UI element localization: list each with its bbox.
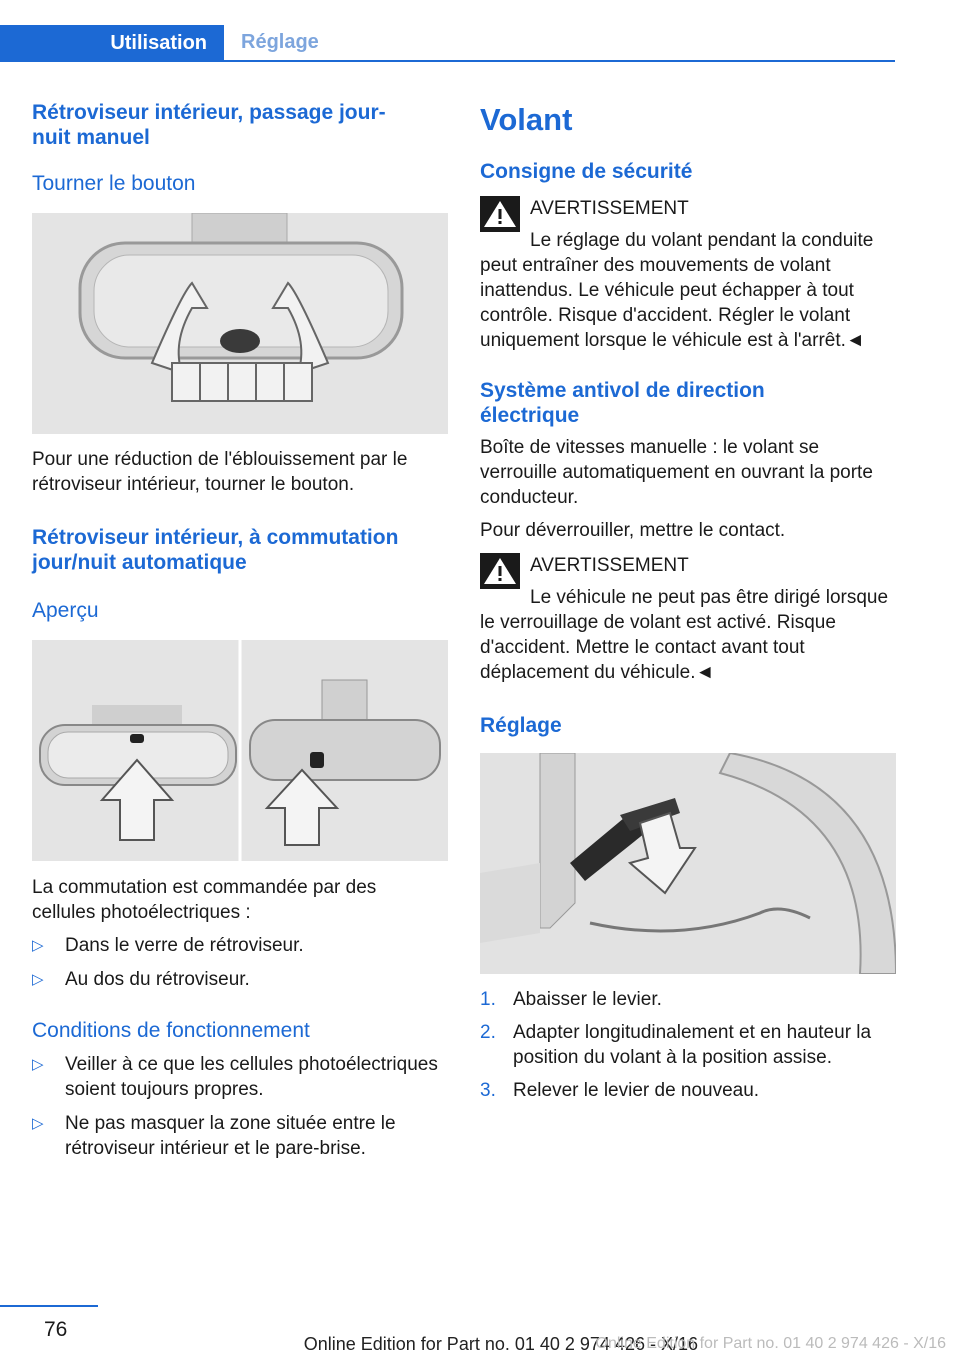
section-subtitle-overview: Aperçu bbox=[32, 599, 99, 622]
list-item: 2. Adapter longitudinalement et en hauteur la position du volant à la position assise. bbox=[480, 1022, 872, 1068]
list-item: ▷ Veiller à ce que les cellules photoélectriques soient toujours propres. bbox=[32, 1054, 438, 1100]
section-title-steering-lock: Système antivol de direction électrique bbox=[480, 379, 765, 427]
step-number: 2. bbox=[480, 1022, 496, 1043]
list-item: ▷ Dans le verre de rétroviseur. bbox=[32, 935, 304, 956]
adjustment-steps bbox=[480, 987, 896, 1103]
bullet-triangle-icon: ▷ bbox=[32, 1115, 44, 1132]
left-column bbox=[32, 100, 448, 1161]
chapter-header bbox=[0, 25, 895, 62]
manual-mirror-text: Pour une réduction de l'éblouissement par le rétroviseur intérieur, tourner le bouton. bbox=[32, 449, 408, 495]
auto-mirror-illustration bbox=[32, 640, 448, 861]
section-title-auto-mirror: Rétroviseur intérieur, à commutation jour/nuit automatique bbox=[32, 526, 399, 574]
section-title-safety: Consigne de sécurité bbox=[480, 160, 693, 183]
warning-text: Le réglage du volant pendant la conduite peut entraîner des mouvements de volant inattendus. Le véhicule peut échapper à tout contrôle. Risque d'accident. Régler le volant uniquement lorsque le véhicule est à l'arrêt.◄ bbox=[480, 230, 874, 351]
warning-text: Le véhicule ne peut pas être dirigé lorsque le verrouillage de volant est activé. Risque d'accident. Mettre le contact avant tout déplacement du véhicule.◄ bbox=[480, 587, 889, 683]
warning-block-2 bbox=[480, 553, 896, 685]
section-title-steering-wheel: Volant bbox=[480, 102, 573, 137]
step-number: 1. bbox=[480, 989, 496, 1010]
list-item: ▷ Au dos du rétroviseur. bbox=[32, 969, 250, 990]
watermark: Online Edition for Part no. 01 40 2 974 426 - X/16 bbox=[595, 1335, 946, 1352]
list-item: ▷ Ne pas masquer la zone située entre le rétroviseur intérieur et le pare-brise. bbox=[32, 1113, 396, 1159]
right-column bbox=[480, 100, 896, 1103]
section-title-adjustment: Réglage bbox=[480, 714, 562, 737]
step-number: 3. bbox=[480, 1080, 496, 1101]
page-number: 76 bbox=[44, 1318, 68, 1341]
photocell-list bbox=[32, 933, 448, 992]
warning-triangle-icon bbox=[480, 196, 520, 232]
tab-utilisation[interactable]: Utilisation bbox=[0, 25, 224, 62]
section-subtitle-turn-knob: Tourner le bouton bbox=[32, 172, 196, 195]
steering-lever-illustration bbox=[480, 753, 896, 974]
warning-title: AVERTISSEMENT bbox=[530, 555, 689, 576]
tab-reglage[interactable]: Réglage bbox=[241, 31, 319, 53]
steering-lock-text: Boîte de vitesses manuelle : le volant se verrouille automatiquement en ouvrant la porte conducteur. bbox=[480, 437, 873, 508]
footer-rule bbox=[0, 1305, 98, 1307]
photocell-text: La commutation est commandée par des cellules photoélectriques : bbox=[32, 877, 377, 923]
warning-triangle-icon bbox=[480, 553, 520, 589]
conditions-list bbox=[32, 1052, 448, 1161]
section-subtitle-conditions: Conditions de fonctionnement bbox=[32, 1019, 310, 1042]
bullet-triangle-icon: ▷ bbox=[32, 971, 44, 988]
header-rule bbox=[0, 60, 895, 62]
list-item: 3. Relever le levier de nouveau. bbox=[480, 1080, 760, 1101]
bullet-triangle-icon: ▷ bbox=[32, 937, 44, 954]
unlock-text: Pour déverrouiller, mettre le contact. bbox=[480, 520, 786, 541]
list-item: 1. Abaisser le levier. bbox=[480, 989, 662, 1010]
section-title-manual-mirror: Rétroviseur intérieur, passage jour-nuit manuel bbox=[32, 101, 386, 149]
mirror-knob-illustration bbox=[32, 213, 448, 434]
warning-title: AVERTISSEMENT bbox=[530, 198, 689, 219]
warning-block-1 bbox=[480, 196, 896, 353]
bullet-triangle-icon: ▷ bbox=[32, 1056, 44, 1073]
edition-text: Online Edition for Part no. 01 40 2 974 426 - X/16 bbox=[303, 1334, 698, 1354]
